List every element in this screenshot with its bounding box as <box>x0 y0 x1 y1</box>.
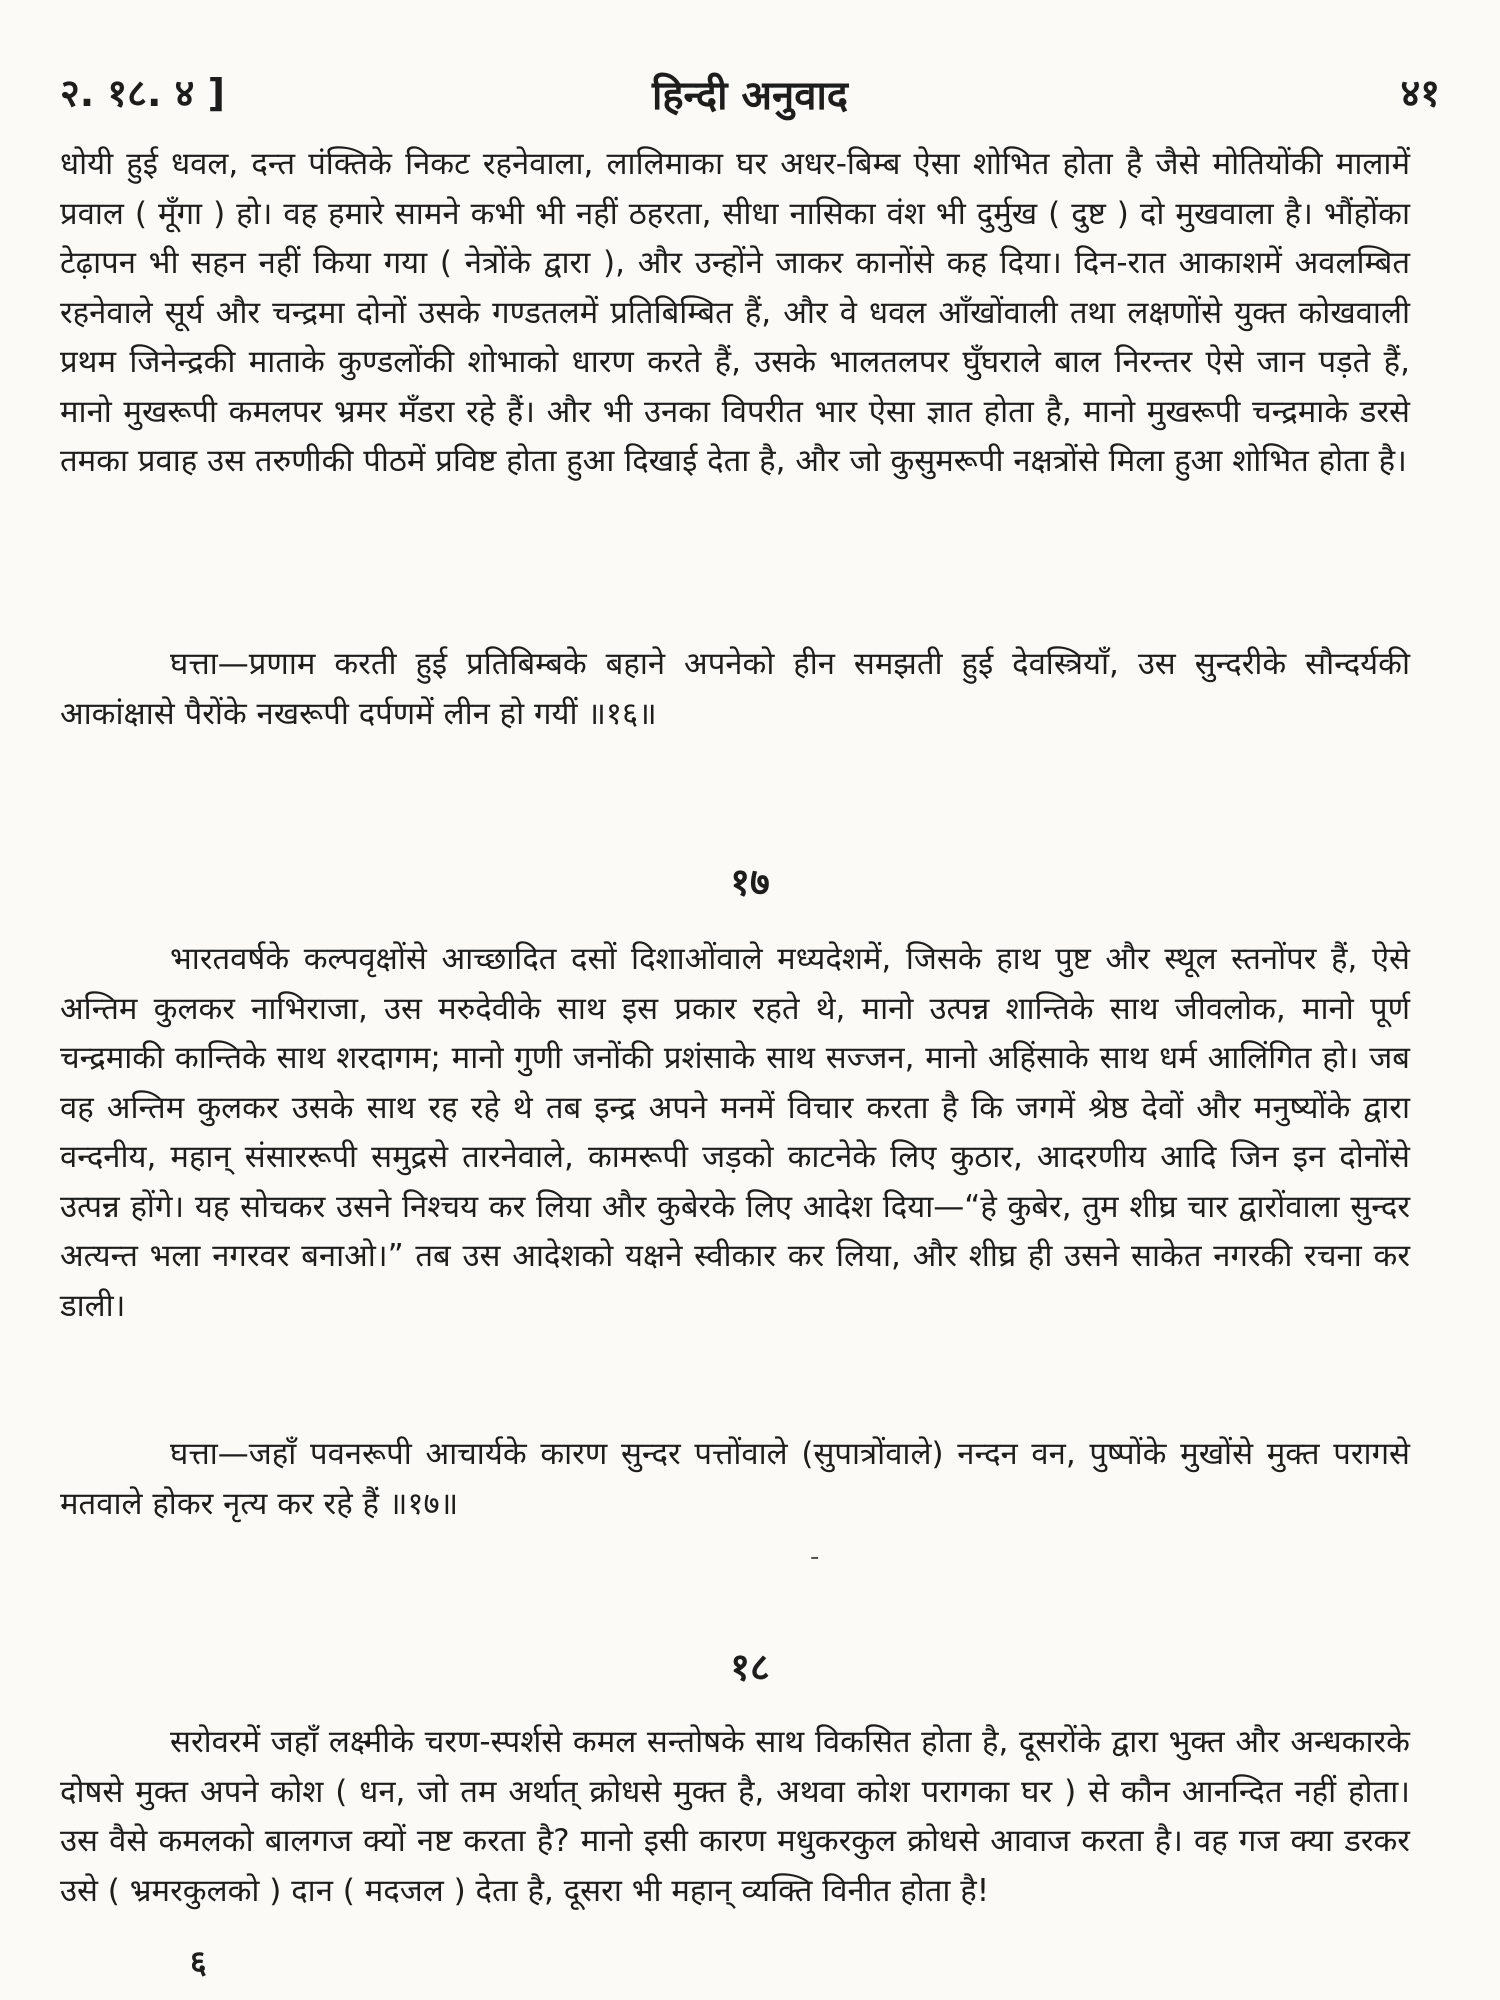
section-16-ghatta: घत्ता—प्रणाम करती हुई प्रतिबिम्बके बहाने अपनेको हीन समझती हुई देवस्त्रियाँ, उस सुन्दरीके सौन्दर्यकी आकांक्षासे पैरोंके नखरूपी दर्पणमें लीन हो गयीं ॥१६॥ <box>60 646 1410 732</box>
section-16-paragraph: धोयी हुई धवल, दन्त पंक्तिके निकट रहनेवाला, लालिमाका घर अधर-बिम्ब ऐसा शोभित होता है जैसे मोतियोंकी मालामें प्रवाल ( मूँगा ) हो। वह हमारे सामने कभी भी नहीं ठहरता, सीधा नासिका वंश भी दुर्मुख ( दुष्ट ) दो मुखवाला है। भौंहोंका टेढ़ापन भी सहन नहीं किया गया ( नेत्रोंके द्वारा ), और उन्होंने जाकर कानोंसे कह दिया। दिन-रात आकाशमें अवलम्बित रहनेवाले सूर्य और चन्द्रमा दोनों उसके गण्डतलमें प्रतिबिम्बित हैं, और वे धवल आँखोंवाली तथा लक्षणोंसे युक्त कोखवाली प्रथम जिनेन्द्रकी माताके कुण्डलोंकी शोभाको धारण करते हैं, उसके भालतलपर घुँघराले बाल निरन्तर ऐसे जान पड़ते हैं, मानो मुखरूपी कमलपर भ्रमर मँडरा रहे हैं। और भी उनका विपरीत भार ऐसा ज्ञात होता है, मानो मुखरूपी चन्द्रमाके डरसे तमका प्रवाह उस तरुणीकी पीठमें प्रविष्ट होता हुआ दिखाई देता है, और जो कुसुमरूपी नक्षत्रोंसे मिला हुआ शोभित होता है। <box>60 146 1410 479</box>
divider-mark: - <box>810 1542 820 1572</box>
page-header <box>60 58 1440 118</box>
section-18-heading: १८ <box>730 1645 770 1689</box>
page-number: ४१ <box>1400 71 1440 115</box>
signature-mark: ६ <box>190 1943 207 1981</box>
section-17-paragraph: भारतवर्षके कल्पवृक्षोंसे आच्छादित दसों दिशाओंवाले मध्यदेशमें, जिसके हाथ पुष्ट और स्थूल स्तनोंपर हैं, ऐसे अन्तिम कुलकर नाभिराजा, उस मरुदेवीके साथ इस प्रकार रहते थे, मानो उत्पन्न शान्तिके साथ जीवलोक, मानो पूर्ण चन्द्रमाकी कान्तिके साथ शरदागम; मानो गुणी जनोंकी प्रशंसाके साथ सज्जन, मानो अहिंसाके साथ धर्म आलिंगित हो। जब वह अन्तिम कुलकर उसके साथ रह रहे थे तब इन्द्र अपने मनमें विचार करता है कि जगमें श्रेष्ठ देवों और मनुष्योंके द्वारा वन्दनीय, महान् संसाररूपी समुद्रसे तारनेवाले, कामरूपी जड़को काटनेके लिए कुठार, आदरणीय आदि जिन इन दोनोंसे उत्पन्न होंगे। यह सोचकर उसने निश्चय कर लिया और कुबेरके लिए आदेश दिया—“हे कुबेर, तुम शीघ्र चार द्वारोंवाला सुन्दर अत्यन्त भला नगरवर बनाओ।” तब उस आदेशको यक्षने स्वीकार कर लिया, और शीघ्र ही उसने साकेत नगरकी रचना कर डाली। <box>60 941 1410 1324</box>
section-18-paragraph: सरोवरमें जहाँ लक्ष्मीके चरण-स्पर्शसे कमल सन्तोषके साथ विकसित होता है, दूसरोंके द्वारा भुक्त और अन्धकारके दोषसे मुक्त अपने कोश ( धन, जो तम अर्थात् क्रोधसे मुक्त है, अथवा कोश परागका घर ) से कौन आनन्दित नहीं होता। उस वैसे कमलको बालगज क्यों नष्ट करता है? मानो इसी कारण मधुकरकुल क्रोधसे आवाज करता है। वह गज क्या डरकर उसे ( भ्रमरकुलको ) दान ( मदजल ) देता है, दूसरा भी महान् व्यक्ति विनीत होता है! <box>60 1724 1410 1909</box>
section-17-ghatta: घत्ता—जहाँ पवनरूपी आचार्यके कारण सुन्दर पत्तोंवाले (सुपात्रोंवाले) नन्दन वन, पुष्पोंके मुखोंसे मुक्त परागसे मतवाले होकर नृत्य कर रहे हैं ॥१७॥ <box>60 1436 1410 1522</box>
section-17-heading: १७ <box>730 860 770 904</box>
chapter-reference: २. १८. ४ ] <box>60 71 225 115</box>
running-title: हिन्दी अनुवाद <box>651 73 849 119</box>
